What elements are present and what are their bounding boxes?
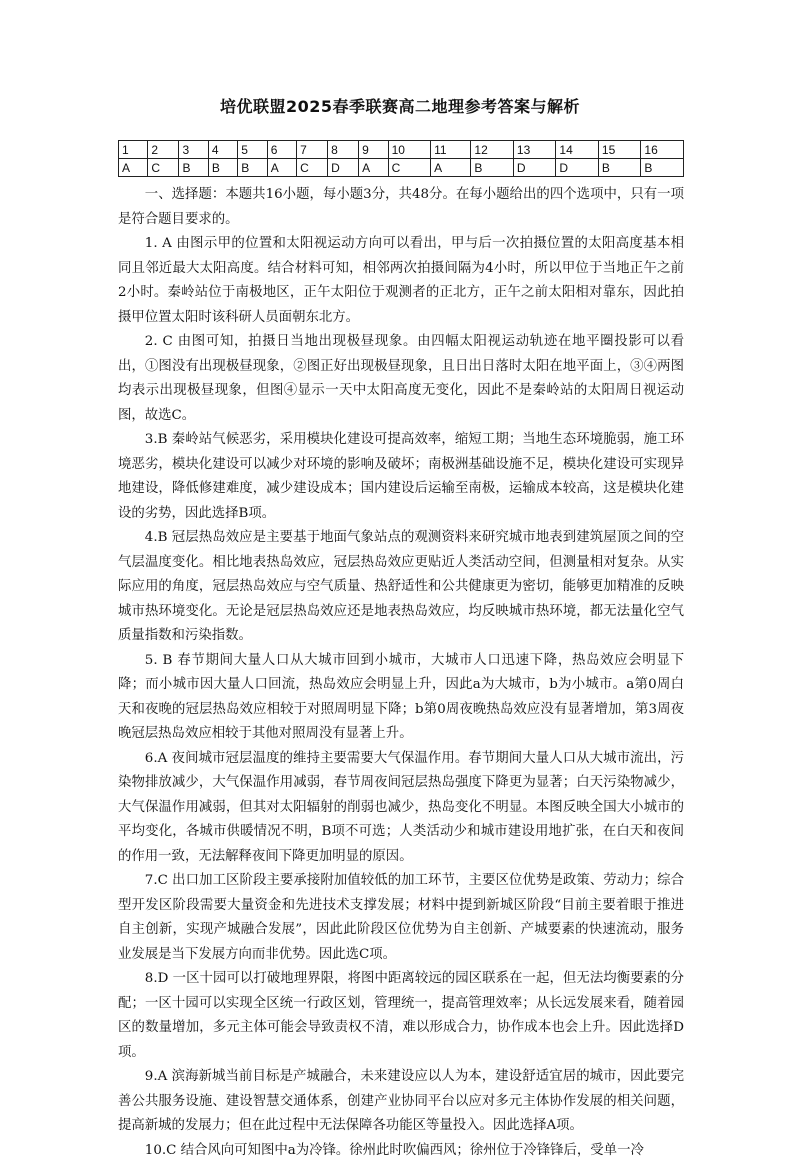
question-number: 12	[471, 141, 514, 159]
explanation-q7: 7.C 出口加工区阶段主要承接附加值较低的加工环节，主要区位优势是政策、劳动力；综合型开发区阶段需要大量资金和先进技术支撑发展；材料中提到新城区阶段“目前主要着眼于推进自主创新，实现产城融合发展”，因此此阶段区位优势为自主创新、产城要素的快速流动，服务业发展是当下发展方向而非优势。因此选C项。	[118, 869, 684, 967]
explanation-q3: 3.B 秦岭站气候恶劣，采用模块化建设可提高效率，缩短工期；当地生态环境脆弱，施工环境恶劣，模块化建设可以减少对环境的影响及破坏；南极洲基础设施不足，模块化建设可实现异地建设，降低修建难度，减少建设成本；国内建设后运输至南极，运输成本较高，这是模块化建设的劣势，因此选择B项。	[118, 428, 684, 526]
answer-cell: A	[119, 159, 148, 177]
question-number: 14	[556, 141, 599, 159]
answer-cell: C	[388, 159, 431, 177]
answer-cell: C	[148, 159, 179, 177]
question-number: 16	[641, 141, 684, 159]
answer-cell: C	[297, 159, 328, 177]
answer-row	[119, 159, 684, 177]
page-title: 培优联盟2025春季联赛高二地理参考答案与解析	[0, 94, 800, 117]
question-number: 7	[297, 141, 328, 159]
answer-cell: B	[179, 159, 208, 177]
question-number: 13	[513, 141, 556, 159]
explanation-q6: 6.A 夜间城市冠层温度的维持主要需要大气保温作用。春节期间大量人口从大城市流出，污染物排放减少，大气保温作用减弱，春节周夜间冠层热岛强度下降更为显著；白天污染物减少，大气保温作用减弱，但其对太阳辐射的削弱也减少，热岛变化不明显。本图反映全国大小城市的平均变化，各城市供暖情况不明，B项不可选；人类活动少和城市建设用地扩张，在白天和夜间的作用一致，无法解释夜间下降更加明显的原因。	[118, 747, 684, 870]
question-number: 5	[238, 141, 267, 159]
answer-cell: B	[641, 159, 684, 177]
question-number: 9	[359, 141, 388, 159]
question-number: 6	[267, 141, 296, 159]
question-number: 15	[598, 141, 641, 159]
explanation-q2: 2. C 由图可知，拍摄日当地出现极昼现象。由四幅太阳视运动轨迹在地平圈投影可以看出，①图没有出现极昼现象，②图正好出现极昼现象，且日出日落时太阳在地平面上，③④两图均表示出现极昼现象，但图④显示一天中太阳高度无变化，因此不是秦岭站的太阳周日视运动图，故选C。	[118, 330, 684, 428]
question-number: 8	[328, 141, 359, 159]
question-number: 10	[388, 141, 431, 159]
answer-cell: B	[238, 159, 267, 177]
answer-cell: D	[328, 159, 359, 177]
answer-cell: B	[208, 159, 237, 177]
answer-cell: B	[598, 159, 641, 177]
answer-table	[118, 140, 684, 177]
answer-cell: A	[431, 159, 471, 177]
answer-cell: A	[267, 159, 296, 177]
question-number: 11	[431, 141, 471, 159]
question-number: 1	[119, 141, 148, 159]
explanation-q9: 9.A 滨海新城当前目标是产城融合，未来建设应以人为本，建设舒适宜居的城市，因此要完善公共服务设施、建设智慧交通体系，创建产业协同平台以应对多元主体协作发展的相关问题，提高新城的发展力；但在此过程中无法保障各功能区等量投入。因此选择A项。	[118, 1065, 684, 1139]
answer-cell: A	[359, 159, 388, 177]
answer-cell: D	[556, 159, 599, 177]
answer-cell: B	[471, 159, 514, 177]
explanation-q10: 10.C 结合风向可知图中a为冷锋。徐州此时吹偏西风；徐州位于冷锋锋后，受单一冷	[118, 1139, 684, 1163]
answer-cell: D	[513, 159, 556, 177]
explanation-q1: 1. A 由图示甲的位置和太阳视运动方向可以看出，甲与后一次拍摄位置的太阳高度基本相同且邻近最大太阳高度。结合材料可知，相邻两次拍摄间隔为4小时，所以甲位于当地正午之前2小时。秦岭站位于南极地区，正午太阳位于观测者的正北方，正午之前太阳相对靠东，因此拍摄甲位置太阳时该科研人员面朝东北方。	[118, 232, 684, 330]
explanation-body	[118, 183, 684, 1163]
explanation-q8: 8.D 一区十园可以打破地理界限，将图中距离较远的园区联系在一起，但无法均衡要素的分配；一区十园可以实现全区统一行政区划，管理统一，提高管理效率；从长远发展来看，随着园区的数量增加，多元主体可能会导致责权不清，难以形成合力，协作成本也会上升。因此选择D项。	[118, 967, 684, 1065]
question-number-row	[119, 141, 684, 159]
explanation-q5: 5. B 春节期间大量人口从大城市回到小城市，大城市人口迅速下降，热岛效应会明显下降；而小城市因大量人口回流，热岛效应会明显上升，因此a为大城市，b为小城市。a第0周白天和夜晚的冠层热岛效应相较于对照周明显下降；b第0周夜晚热岛效应没有显著增加，第3周夜晚冠层热岛效应相较于其他对照周没有显著上升。	[118, 649, 684, 747]
question-number: 2	[148, 141, 179, 159]
question-number: 3	[179, 141, 208, 159]
explanation-q4: 4.B 冠层热岛效应是主要基于地面气象站点的观测资料来研究城市地表到建筑屋顶之间的空气层温度变化。相比地表热岛效应，冠层热岛效应更贴近人类活动空间，但测量相对复杂。从实际应用的角度，冠层热岛效应与空气质量、热舒适性和公共健康更为密切，能够更加精准的反映城市热环境变化。无论是冠层热岛效应还是地表热岛效应，均反映城市热环境，都无法量化空气质量指数和污染指数。	[118, 526, 684, 649]
question-number: 4	[208, 141, 237, 159]
section-intro: 一、选择题：本题共16小题，每小题3分，共48分。在每小题给出的四个选项中，只有一项是符合题目要求的。	[118, 183, 684, 232]
